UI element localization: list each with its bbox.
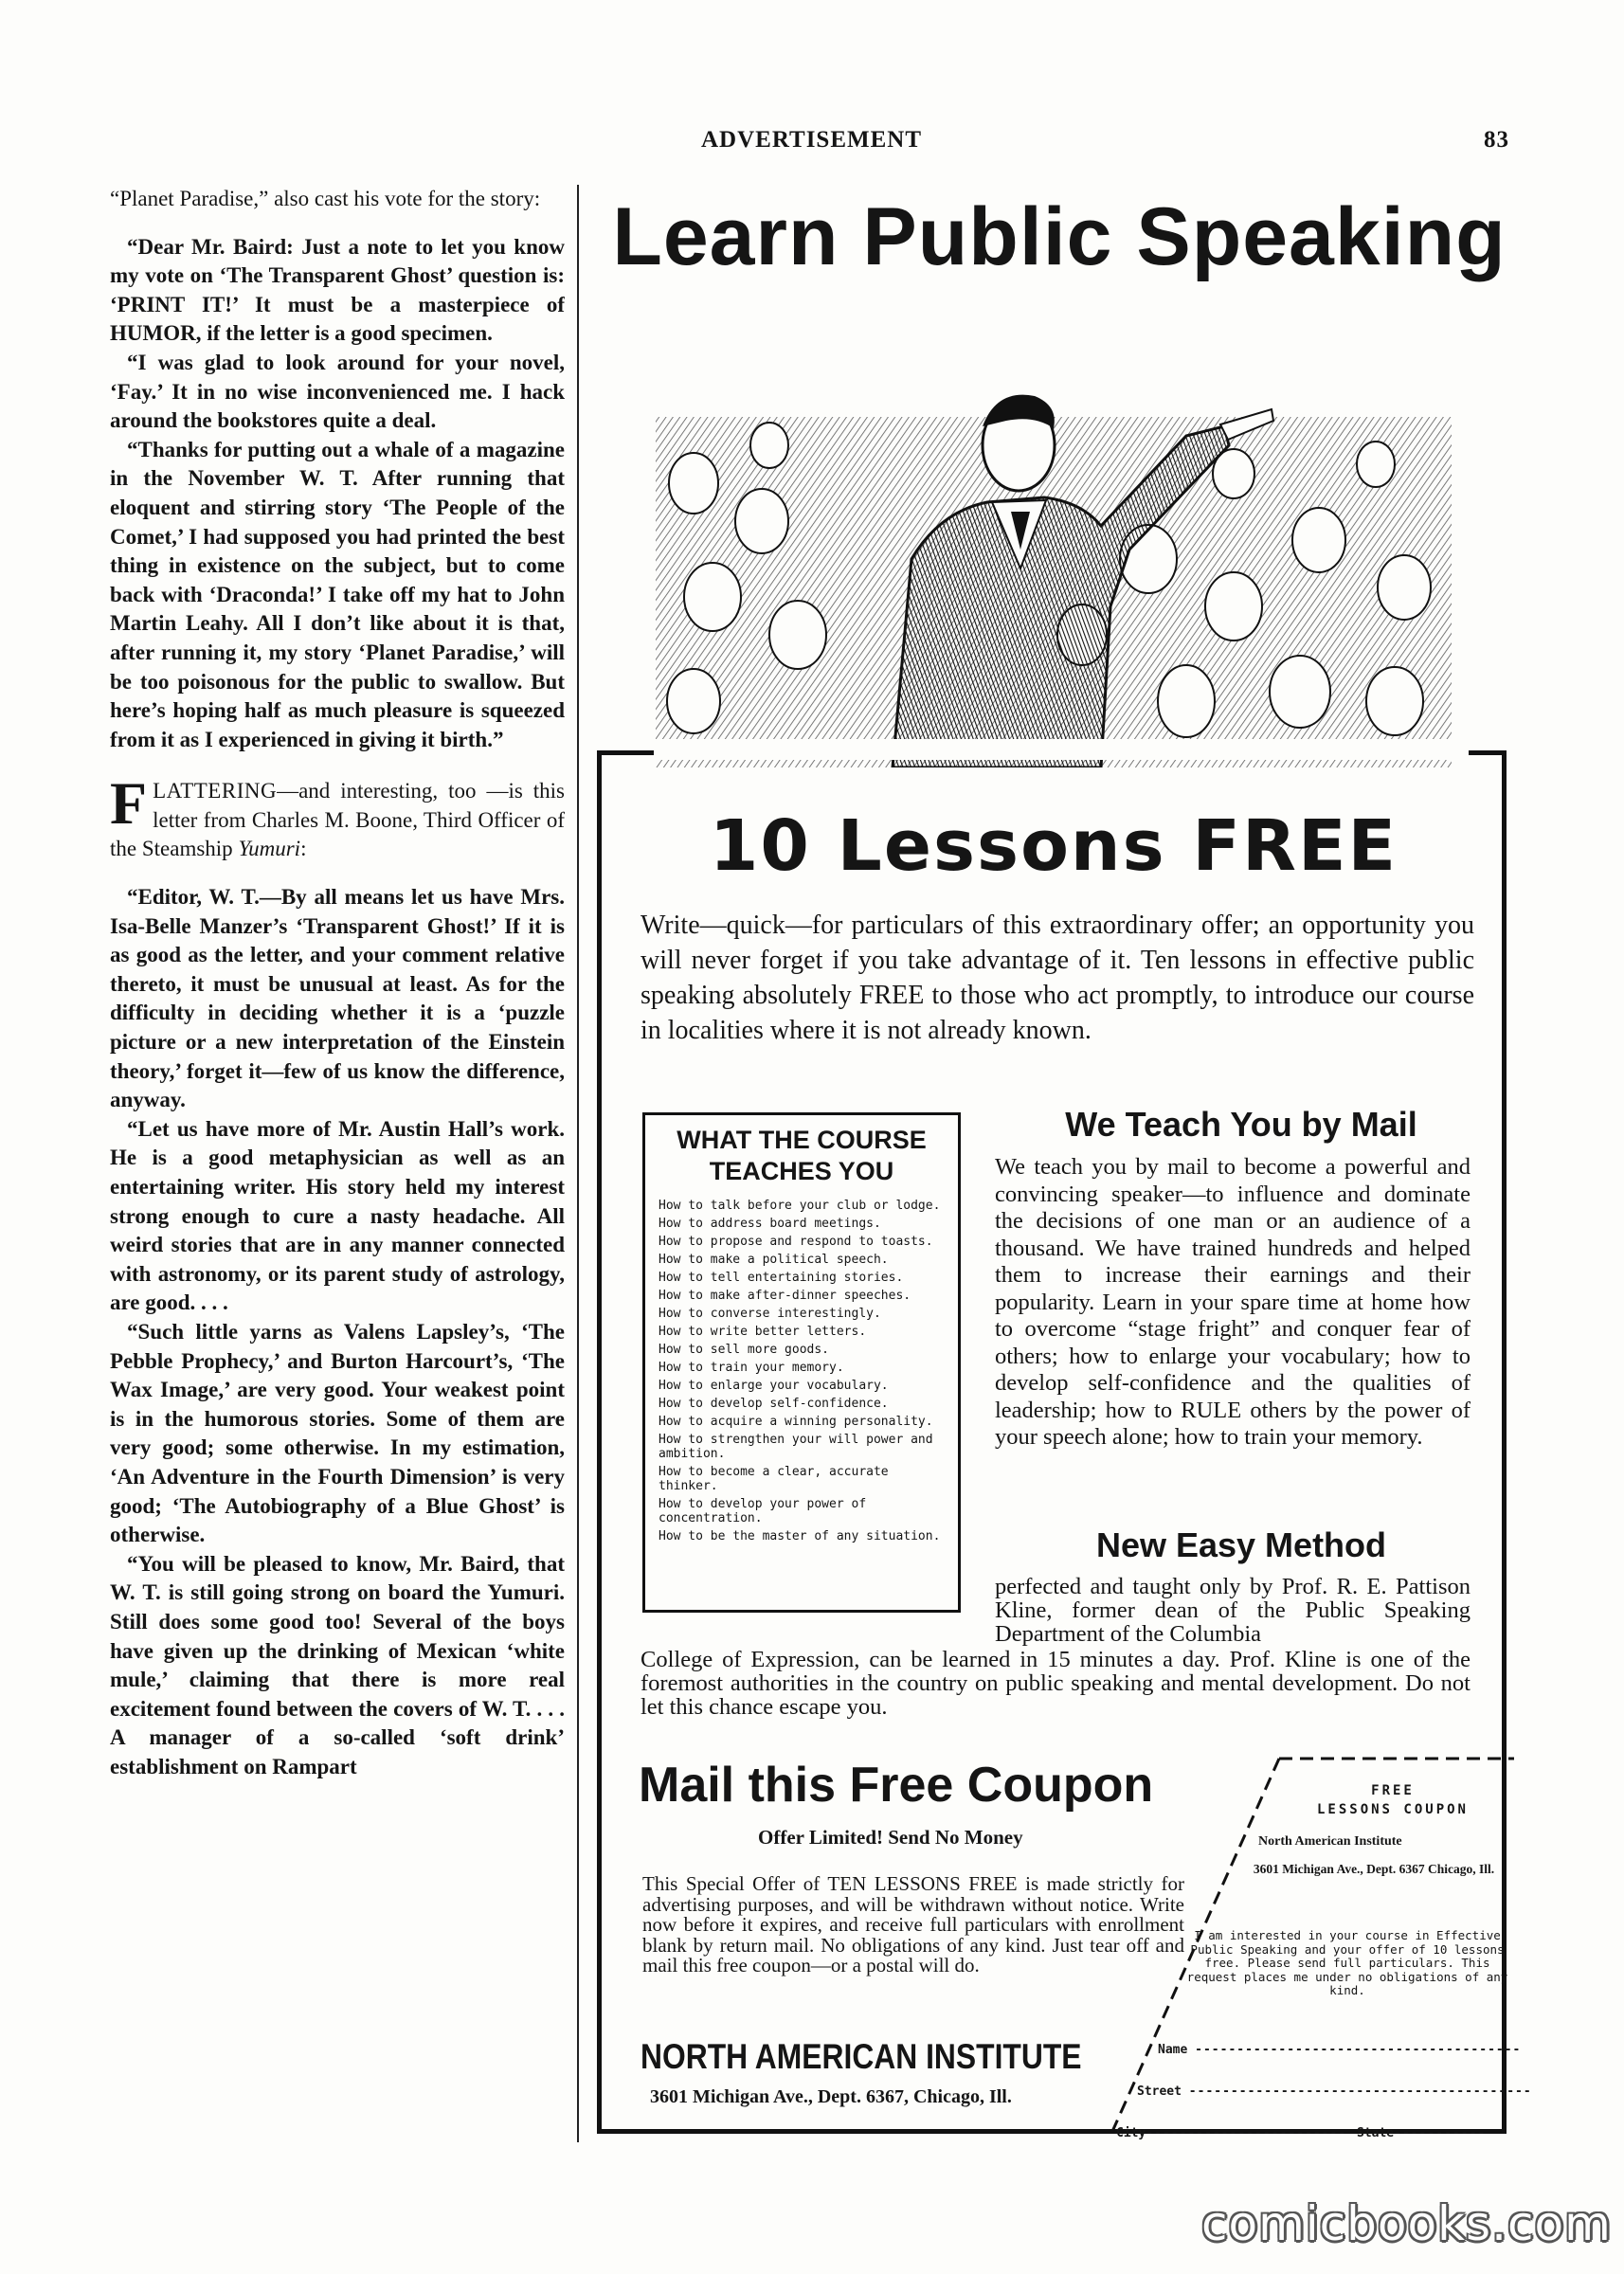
- course-item: How to write better letters.: [659, 1325, 867, 1339]
- speaker-illustration: [656, 322, 1452, 767]
- course-item: How to converse interestingly.: [659, 1307, 881, 1321]
- offer-intro: Write—quick—for particulars of this extraordinary offer; an opportunity you will never forget if you take advantage of it. Ten lessons in effective public speaking absolutely FREE to those who act promptly, to introduce our course in localities where it is not already known.: [641, 911, 1474, 1045]
- coupon-title: FREE LESSONS COUPON: [1316, 1783, 1469, 1817]
- watermark: comicbooks.com: [1201, 2196, 1612, 2251]
- column-divider: [577, 185, 579, 2142]
- course-list: [659, 1199, 945, 1543]
- coupon-heading: Mail this Free Coupon: [639, 1758, 1154, 1813]
- letter-paragraph: “Planet Paradise,” also cast his vote for the story:: [110, 187, 541, 210]
- page-number: 83: [1484, 127, 1509, 153]
- letters-column: [110, 185, 565, 2146]
- course-item: How to develop your power of concentration.: [659, 1497, 867, 1525]
- coupon-city-field[interactable]: City------------------------: [1116, 2126, 1347, 2140]
- special-offer-text: This Special Offer of TEN LESSONS FREE is made strictly for advertising purposes, and will be withdrawn without notice. Write now before it expires, and receive full particulars with enrollment blank by return mail. No obligations of any kind. Just tear off and mail this free coupon—or a postal will do.: [642, 1872, 1184, 1976]
- letter-paragraph: “You will be pleased to know, Mr. Baird, that W. T. is still going strong on board the Yumuri. Still does some good too! Several of the boys have given up the drinking of Mexican ‘white mule,’ claiming that there is more real excitement found between the covers of W. T. . . . A manager of a so-called ‘soft drink’ establishment on Rampart: [110, 1551, 565, 1778]
- coupon-address: 3601 Michigan Ave., Dept. 6367 Chicago, Ill.: [1253, 1862, 1495, 1876]
- drop-cap: F: [110, 769, 148, 838]
- course-item: How to make after-dinner speeches.: [659, 1289, 911, 1303]
- coupon-name-field[interactable]: Name ---------------------------------------: [1158, 2043, 1522, 2057]
- course-item: How to enlarge your vocabulary.: [659, 1379, 889, 1393]
- institute-name: NORTH AMERICAN INSTITUTE: [641, 2037, 1082, 2076]
- letter-paragraph: “Such little yarns as Valens Lapsley’s, ‘The Pebble Prophecy,’ and Burton Harcourt’s, ‘The Wax Image,’ are very good. Your weakest point is in the humorous stories. Some of them are very good; some otherwise. In my estimation, ‘An Adventure in the Fourth Dimension’ is very good; ‘The Autobiography of a Blue Ghost’ is otherwise.: [110, 1319, 565, 1547]
- coupon-institute: North American Institute: [1258, 1834, 1402, 1849]
- course-item: How to become a clear, accurate thinker.: [659, 1465, 889, 1493]
- coupon-street-field[interactable]: Street -----------------------------------------: [1137, 2084, 1532, 2099]
- letter-paragraph: “Thanks for putting out a whale of a magazine in the November W. T. After running that eloquent and stirring story ‘The People of the Comet,’ I had supposed you had printed the best thing in existence on the subject, but to come back with ‘Draconda!’ I take off my hat to John Martin Leahy. All I don’t like about it is that, after running it, my story ‘Planet Paradise,’ will be too poisonous for the public to swallow. But here’s hoping half as much pleasure is squeezed from it as I experienced in giving it birth.”: [110, 437, 565, 751]
- offer-limited: Offer Limited! Send No Money: [758, 1826, 1023, 1849]
- teach-heading: We Teach You by Mail: [1065, 1105, 1417, 1144]
- letter-paragraph: “Editor, W. T.—By all means let us have Mrs. Isa-Belle Manzer’s ‘Transparent Ghost!’ If it is as good as the letter, and your comment relative thereto, it must be unusual at least. As for the difficulty in deciding whether it is a ‘puzzle picture or a new interpretation of the Einstein theory,’ forget it—few of us know the difference, anyway.: [110, 885, 565, 1112]
- ad-headline: Learn Public Speaking: [612, 191, 1507, 282]
- course-item: How to tell entertaining stories.: [659, 1271, 904, 1285]
- course-item: How to address board meetings.: [659, 1217, 881, 1231]
- teach-text: We teach you by mail to become a powerful and convincing speaker—to influence and dominate the decisions of one man or an audience of a thousand. We have trained hundreds and helped them to increase their earnings and their popularity. Learn in your spare time at home how to overcome “stage fright” and conquer fear of others; how to enlarge your vocabulary; how to develop self-confidence and the qualities of leadership; how to RULE others by the power of your speech alone; how to train your memory.: [995, 1154, 1471, 1450]
- course-item: How to develop self-confidence.: [659, 1397, 889, 1411]
- course-item: How to strengthen your will power and ambition.: [659, 1433, 933, 1461]
- method-text: perfected and taught only by Prof. R. E. Pattison Kline, former dean of the Public Speaking Department of the Columbia: [995, 1574, 1471, 1647]
- course-item: How to be the master of any situation.: [659, 1529, 941, 1543]
- course-box: [642, 1112, 961, 1613]
- coupon-state-field[interactable]: State-----------: [1357, 2126, 1487, 2140]
- running-header: ADVERTISEMENT: [701, 127, 922, 153]
- course-item: How to acquire a winning personality.: [659, 1415, 933, 1429]
- institute-address: 3601 Michigan Ave., Dept. 6367, Chicago, Ill.: [650, 2086, 1012, 2107]
- course-item: How to train your memory.: [659, 1361, 844, 1375]
- letter-paragraph: “I was glad to look around for your novel, ‘Fay.’ It in no wise inconvenienced me. I hack around the bookstores quite a deal.: [110, 350, 565, 433]
- letter-paragraph: “Let us have more of Mr. Austin Hall’s work. He is a good metaphysician as well as an entertaining writer. His story held my interest strong enough to cure a nasty headache. All weird stories that are in any manner connected with astronomy, or its parent study of astrology, are good. . . .: [110, 1116, 565, 1315]
- course-item: How to make a political speech.: [659, 1253, 889, 1267]
- course-box-title: WHAT THE COURSE TEACHES YOU: [677, 1126, 927, 1185]
- editor-paragraph: FLATTERING—and interesting, too —is this letter from Charles M. Boone, Third Officer of the Steamship Yumuri:: [110, 769, 565, 861]
- course-item: How to propose and respond to toasts.: [659, 1235, 933, 1249]
- letter-paragraph: “Dear Mr. Baird: Just a note to let you know my vote on ‘The Transparent Ghost’ question is: ‘PRINT IT!’ It must be a masterpiece of HUMOR, if the letter is a good specimen.: [110, 234, 565, 346]
- course-item: How to sell more goods.: [659, 1343, 830, 1357]
- coupon-body: I am interested in your course in Effective Public Speaking and your offer of 10 lessons free. Please send full particulars. This request places me under no obligations of any kind.: [1186, 1928, 1508, 1997]
- offer-title: 10 Lessons FREE: [709, 805, 1398, 887]
- course-item: How to talk before your club or lodge.: [659, 1199, 941, 1213]
- method-heading: New Easy Method: [1095, 1525, 1387, 1564]
- method-text-continued: College of Expression, can be learned in 15 minutes a day. Prof. Kline is one of the foremost authorities in the country on public speaking and mental development. Do not let this chance escape you.: [641, 1647, 1471, 1720]
